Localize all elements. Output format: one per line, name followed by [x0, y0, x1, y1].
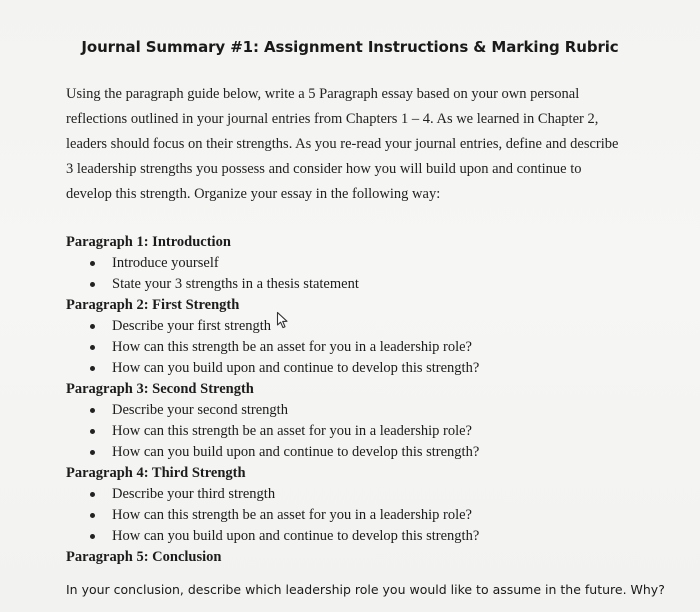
bullet-icon — [90, 282, 95, 287]
intro-line: leaders should focus on their strengths. As you re-read your journal entries, define and describe — [66, 136, 619, 152]
list-item-text: How can you build upon and continue to develop this strength? — [112, 528, 480, 544]
list-item — [66, 421, 666, 442]
bullet-icon — [90, 366, 95, 371]
list-item-text: How can this strength be an asset for you in a leadership role? — [112, 507, 472, 523]
intro-paragraph — [66, 82, 656, 207]
list-item — [66, 358, 666, 379]
list-item-text: How can you build upon and continue to develop this strength? — [112, 360, 480, 376]
paragraph-4-heading: Paragraph 4: Third Strength — [66, 465, 246, 481]
bullet-icon — [90, 429, 95, 434]
list-item — [66, 337, 666, 358]
mouse-pointer-icon — [276, 311, 290, 329]
bullet-icon — [90, 324, 95, 329]
list-item — [66, 484, 666, 505]
list-item-text: How can this strength be an asset for you in a leadership role? — [112, 339, 472, 355]
bullet-icon — [90, 345, 95, 350]
intro-line: reflections outlined in your journal entries from Chapters 1 – 4. As we learned in Chapter 2, — [66, 111, 599, 127]
bullet-icon — [90, 408, 95, 413]
bullet-icon — [90, 513, 95, 518]
paragraph-3-heading: Paragraph 3: Second Strength — [66, 381, 254, 397]
list-item-text: Describe your third strength — [112, 486, 276, 502]
list-item-text: How can this strength be an asset for you in a leadership role? — [112, 423, 472, 439]
paragraph-1-heading: Paragraph 1: Introduction — [66, 234, 231, 250]
bullet-icon — [90, 534, 95, 539]
intro-line: Using the paragraph guide below, write a 5 Paragraph essay based on your own personal — [66, 86, 580, 102]
conclusion-instruction: In your conclusion, describe which leadership role you would like to assume in the future. Why? — [66, 582, 665, 597]
list-item-text: Introduce yourself — [112, 255, 219, 271]
list-item-text: Describe your first strength — [112, 318, 272, 334]
essay-outline — [66, 232, 666, 568]
bullet-icon — [90, 492, 95, 497]
list-item — [66, 316, 666, 337]
list-item — [66, 505, 666, 526]
list-item — [66, 442, 666, 463]
list-item — [66, 274, 666, 295]
list-item-text: How can you build upon and continue to develop this strength? — [112, 444, 480, 460]
list-item-text: Describe your second strength — [112, 402, 288, 418]
intro-line: develop this strength. Organize your essay in the following way: — [66, 186, 441, 202]
list-item — [66, 400, 666, 421]
paragraph-2-heading: Paragraph 2: First Strength — [66, 297, 240, 313]
bullet-icon — [90, 450, 95, 455]
page-title: Journal Summary #1: Assignment Instructions & Marking Rubric — [81, 38, 619, 56]
bullet-icon — [90, 261, 95, 266]
paragraph-5-heading: Paragraph 5: Conclusion — [66, 549, 222, 565]
list-item — [66, 253, 666, 274]
list-item-text: State your 3 strengths in a thesis statement — [112, 276, 359, 292]
intro-line: 3 leadership strengths you possess and consider how you will build upon and continue to — [66, 161, 582, 177]
list-item — [66, 526, 666, 547]
